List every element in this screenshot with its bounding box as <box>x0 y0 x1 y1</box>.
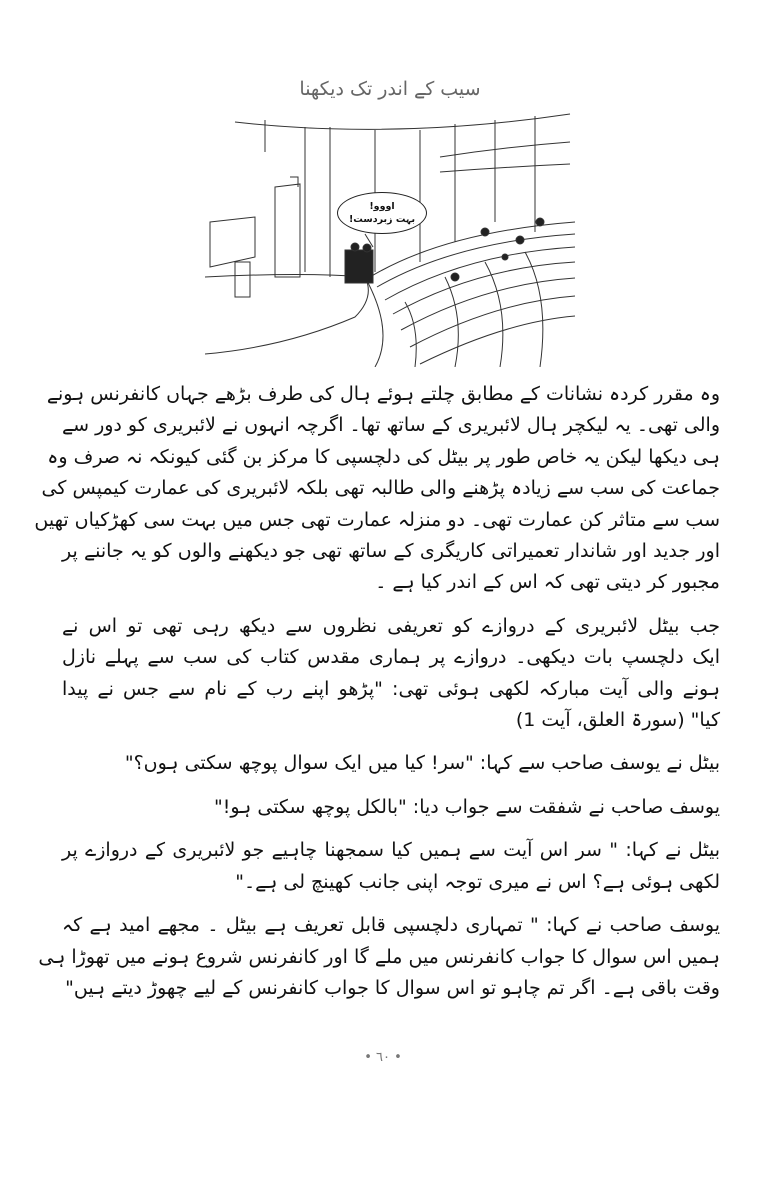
text-line: مجبور کر دیتی تھی کہ اس کے اندر کیا ہے ۔ <box>375 571 720 594</box>
text-line: لکھی ہوئی ہے؟ اس نے میری توجہ اپنی جانب کھینچ لی ہے۔" <box>235 870 720 893</box>
text-line: ہمیں اس سوال کا جواب کانفرنس میں ملے گا اور کانفرنس شروع ہونے میں تھوڑا ہی <box>38 945 720 968</box>
text-line: اور جدید اور شاندار تعمیراتی کاریگری کے ساتھ تھی جو دیکھنے والوں کو یہ جاننے پر <box>62 540 720 563</box>
speech-line: اووو! <box>369 201 395 212</box>
text-line: یوسف صاحب نے شفقت سے جواب دیا: "بالکل پوچھ سکتی ہو!" <box>214 795 720 818</box>
text-line: بیٹل نے کہا: " سر اس آیت سے ہمیں کیا سمجھنا چاہیے جو لائبریری کے دروازے پر <box>62 839 720 862</box>
page-number: • ٦٠ • <box>364 1050 402 1065</box>
text-line: بیٹل نے یوسف صاحب سے کہا: "سر! کیا میں ایک سوال پوچھ سکتی ہوں؟" <box>124 752 720 775</box>
text-line: یوسف صاحب نے کہا: " تمہاری دلچسپی قابل تعریف ہے بیٹل ۔ مجھے امید ہے کہ <box>62 914 720 937</box>
paragraph <box>62 748 720 779</box>
text-line: وہ مقرر کردہ نشانات کے مطابق چلتے ہوئے ہال کی طرف بڑھے جہاں کانفرنس ہونے <box>46 383 720 405</box>
paragraph <box>62 835 720 898</box>
paragraph <box>62 611 720 737</box>
text-line: ایک دلچسپ بات دیکھی۔ دروازے پر ہماری مقدس کتاب کی سب سے پہلے نازل <box>62 646 720 669</box>
paragraph <box>62 792 720 823</box>
text-line: والی تھی۔ یہ لیکچر ہال لائبریری کے ساتھ تھا۔ اگرچہ انہوں نے لائبریری کو دور سے <box>61 414 720 437</box>
text-line: کیا" (سورۃ العلق، آیت 1) <box>515 709 720 732</box>
text-line: ہی دیکھا لیکن یہ خاص طور پر بیٹل کی دلچسپی کا مرکز بن گئی کیونکہ نہ صرف وہ <box>47 445 720 468</box>
body-text <box>34 379 720 1016</box>
text-line: ہونے والی آیت مبارکہ لکھی ہوئی تھی: "پڑھو اپنے رب کے نام سے جس نے پیدا <box>62 677 720 700</box>
text-line: سب سے متاثر کن عمارت تھی۔ دو منزلہ عمارت تھی جس میں بہت سی کھڑکیاں تھیں <box>34 508 720 531</box>
text-line: جب بیٹل لائبریری کے دروازے کو تعریفی نظروں سے دیکھ رہی تھی تو اس نے <box>62 614 720 637</box>
speech-line: بہت زبردست! <box>348 214 416 225</box>
speech-bubble <box>337 192 427 234</box>
illustration-caption: سیب کے اندر تک دیکھنا <box>299 78 481 100</box>
paragraph <box>34 379 720 599</box>
text-line: وقت باقی ہے۔ اگر تم چاہو تو اس سوال کا جواب کانفرنس کے لیے چھوڑ دیتے ہیں" <box>65 976 720 999</box>
paragraph <box>38 910 720 1004</box>
auditorium-illustration <box>205 72 575 367</box>
text-line: جماعت کی سب سے زیادہ پڑھنے والی طالبہ تھی بلکہ لائبریری کی عمارت کیمپس کی <box>41 477 720 500</box>
